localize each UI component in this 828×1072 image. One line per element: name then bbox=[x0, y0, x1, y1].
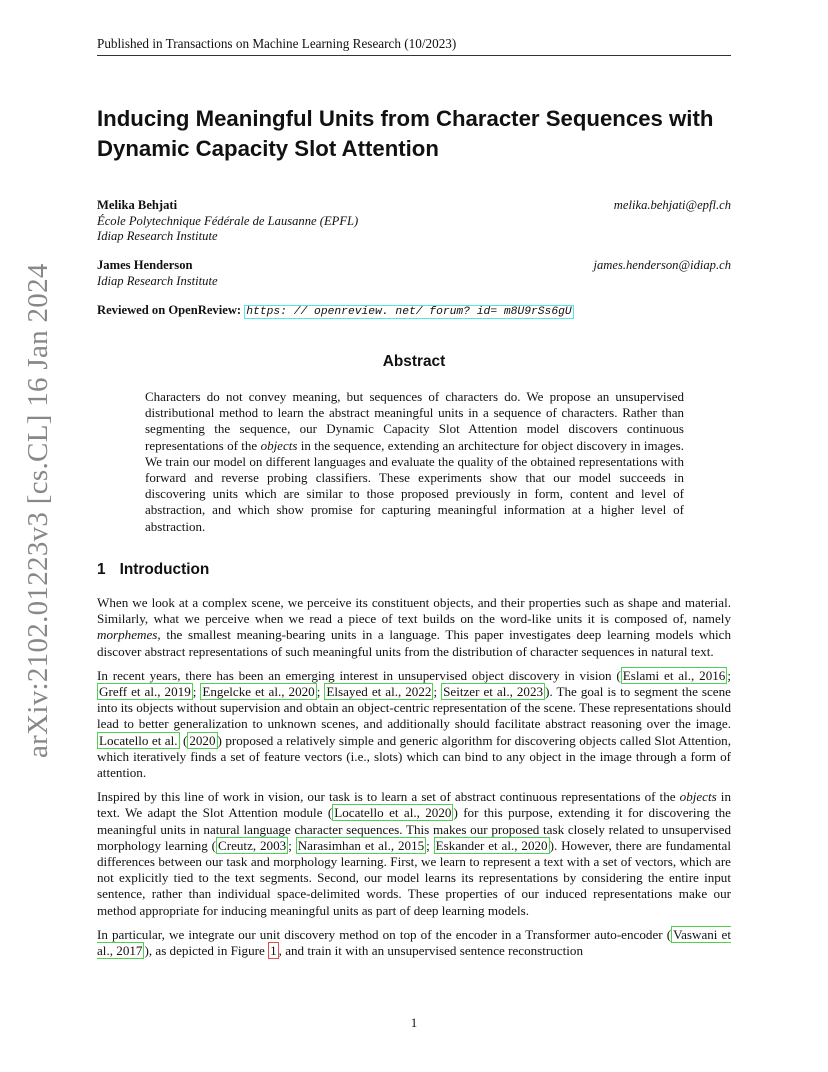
citation-link[interactable]: Vaswani et al., 2017 bbox=[97, 926, 731, 959]
section-heading bbox=[97, 561, 209, 579]
text-run: ) for this purpose, extending it for discovering the meaningful units in natural language character sequences. This makes our proposed task closely related to unsupervised morphology learning ( bbox=[97, 805, 731, 853]
separator: ; bbox=[426, 837, 434, 853]
separator: ; bbox=[433, 684, 442, 700]
running-header: Published in Transactions on Machine Learning Research (10/2023) bbox=[97, 36, 731, 56]
review-label: Reviewed on OpenReview: bbox=[97, 303, 242, 317]
emphasis: morphemes bbox=[97, 627, 158, 643]
author-email[interactable]: james.henderson@idiap.ch bbox=[593, 258, 731, 272]
separator: ; bbox=[288, 837, 296, 853]
paper-title: Inducing Meaningful Units from Character Sequences with Dynamic Capacity Slot Attention bbox=[97, 106, 714, 161]
author-affiliation: Idiap Research Institute bbox=[97, 229, 218, 243]
citation-link[interactable]: 2020 bbox=[189, 732, 216, 748]
paragraph bbox=[97, 927, 731, 959]
citation-link[interactable]: Narasimhan et al., 2015 bbox=[297, 837, 425, 853]
figure-ref-link[interactable]: 1 bbox=[270, 943, 277, 959]
abstract-heading: Abstract bbox=[382, 353, 446, 370]
text-run: ). The goal is to segment the scene into its objects without supervision and obtain an object-centric representation of the scene. These representations should lead to better generalization to unknown scenes, and additionally should facilitate abstract reasoning over the image. bbox=[97, 684, 731, 732]
citation-link[interactable]: Elsayed et al., 2022 bbox=[326, 684, 432, 700]
text-run: in text. We adapt the Slot Attention module ( bbox=[97, 789, 731, 821]
paragraph: In recent years, there has been an emerging interest in unsupervised object discovery in vision ( Eslami et al., 2016 ; Greff et al., 2019 ; Engelcke et al., 2020 ; Elsayed et al., 2022 ; Seitzer et al., 2023 ). The goal is to segment the scene into its objects without supervision and obtain an object-centric representation of the scene. These representations should lead to better generalization to unknown scenes, and additionally should facilitate abstract reasoning over the image. Locatello et al. ( 2020 ) proposed a relatively simple and generic algorithm for discovering objects called Slot Attention, which iteratively finds a set of feature vectors (i.e., slots) which can bind to any object in the image through a form of attention. bbox=[97, 667, 731, 781]
text-run: , the smallest meaning-bearing units in a language. This paper investigates deep learning models which discover abstract representations of such meaningful units from the distribution of character sequences in natural text. bbox=[97, 627, 731, 659]
author-block-1 bbox=[97, 198, 731, 245]
author-affiliation: Idiap Research Institute bbox=[97, 273, 218, 288]
section-number: 1 bbox=[97, 561, 106, 578]
citation-link[interactable]: Engelcke et al., 2020 bbox=[202, 684, 315, 700]
citation-link[interactable]: Creutz, 2003 bbox=[217, 837, 287, 853]
abstract-text bbox=[145, 389, 684, 535]
text-run: When we look at a complex scene, we perceive its constituent objects, and their properties such as shape and material. Similarly, what we perceive when we read a piece of text builds on the word-like units it is composed of, namely bbox=[97, 595, 731, 627]
abstract-text-part: Characters do not convey meaning, but sequences of characters do. We propose an unsupervised distributional method to learn the abstract meaningful units in a sequence of characters. Rather than segmenting the sequence, our Dynamic Capacity Slot Attention model discovers continuous representations of the bbox=[145, 389, 684, 453]
text-run: ). However, there are fundamental differences between our task and morphology learning. First, we learn to represent a text with a set of vectors, which are not explicitly tied to the text segments. Second, our model learns its representations by considering the entire input sentence, rather than individual space-delimited words. These properties of our induced representations make our method appropriate for inducing meaningful units as part of deep learning models. bbox=[97, 837, 731, 918]
text-run: , and train it with an unsupervised sentence reconstruction bbox=[278, 943, 583, 959]
openreview-link[interactable]: https: // openreview. net/ forum? id= m8U9rSs6gU bbox=[246, 306, 572, 318]
author-email[interactable]: melika.behjati@epfl.ch bbox=[613, 198, 731, 212]
abstract-emphasis: objects bbox=[260, 437, 298, 453]
citation-link[interactable]: Eslami et al., 2016 bbox=[622, 667, 726, 683]
arxiv-stamp: arXiv:2102.01223v3 [cs.CL] 16 Jan 2024 bbox=[22, 263, 54, 758]
text-run: In particular, we integrate our unit discovery method on top of the encoder in a Transformer auto-encoder ( bbox=[97, 926, 672, 942]
page-number: 1 bbox=[410, 1015, 418, 1030]
citation-link[interactable]: Greff et al., 2019 bbox=[99, 684, 191, 700]
abstract-text-part: in the sequence, extending an architecture for object discovery in images. We train our model on different languages and evaluate the quality of the obtained representations with forward and reverse probing classifiers. These experiments show that our model succeeds in discovering units which are similar to those proposed previously in form, content and level of abstraction, and which show promise for capturing meaningful information at a higher level of abstraction. bbox=[145, 437, 684, 534]
paragraph bbox=[97, 595, 731, 660]
text-run: Inspired by this line of work in vision, our task is to learn a set of abstract continuous representations of the bbox=[97, 789, 680, 805]
citation-link[interactable]: Locatello et al. bbox=[99, 732, 178, 748]
text-run: ), as depicted in Figure bbox=[144, 943, 269, 959]
section-body bbox=[97, 595, 731, 967]
emphasis: objects bbox=[679, 789, 717, 805]
text-run: proposed a relatively simple and generic algorithm for discovering objects called Slot Attention, which iteratively finds a set of feature vectors (i.e., slots) which can bind to any object in the image through a form of attention. bbox=[97, 732, 731, 781]
paragraph bbox=[97, 789, 731, 919]
author-block-2 bbox=[97, 258, 731, 289]
author-affiliation: École Polytechnique Fédérale de Lausanne (EPFL) bbox=[97, 213, 359, 228]
section-title: Introduction bbox=[119, 561, 210, 578]
citation-link[interactable]: Seitzer et al., 2023 bbox=[443, 684, 544, 700]
openreview-line bbox=[97, 302, 731, 320]
text-run: In recent years, there has been an emerging interest in unsupervised object discovery in vision ( bbox=[97, 667, 621, 683]
separator: ; bbox=[316, 684, 325, 700]
author-name: Melika Behjati bbox=[97, 198, 178, 212]
author-name: James Henderson bbox=[97, 258, 193, 272]
citation-link[interactable]: Eskander et al., 2020 bbox=[435, 837, 548, 853]
separator: ; bbox=[192, 684, 201, 700]
citation-link[interactable]: Locatello et al., 2020 bbox=[334, 805, 452, 821]
separator: ; bbox=[727, 667, 731, 683]
